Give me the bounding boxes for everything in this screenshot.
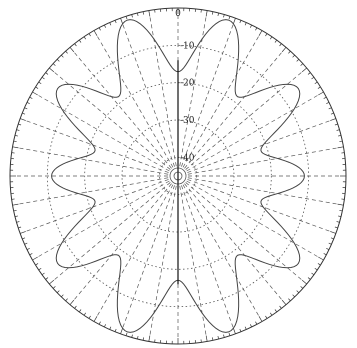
degree-tick xyxy=(89,34,91,37)
degree-tick xyxy=(270,313,272,315)
radial-tick-label: -30 xyxy=(180,116,195,126)
radial-tick-label: -20 xyxy=(180,78,195,89)
grid-spoke xyxy=(26,179,169,231)
degree-tick xyxy=(229,333,230,336)
degree-tick xyxy=(324,97,327,98)
degree-tick xyxy=(14,141,17,142)
degree-tick xyxy=(46,73,48,75)
degree-tick xyxy=(46,278,48,280)
degree-tick xyxy=(143,337,144,340)
degree-tick xyxy=(84,313,86,315)
degree-tick xyxy=(39,268,41,270)
degree-tick xyxy=(338,147,344,148)
degree-tick xyxy=(335,227,338,228)
degree-tick xyxy=(297,59,299,61)
degree-tick xyxy=(331,113,334,114)
degree-tick xyxy=(265,34,267,37)
degree-tick xyxy=(18,124,21,125)
grid-spoke xyxy=(187,121,330,173)
angle-label: 0 xyxy=(175,9,181,19)
degree-tick xyxy=(315,268,317,270)
grid-spoke xyxy=(38,95,170,171)
degree-tick xyxy=(33,257,38,260)
grid-spoke xyxy=(181,185,233,328)
degree-tick xyxy=(13,147,19,148)
degree-tick xyxy=(308,73,310,75)
degree-tick xyxy=(259,316,262,321)
degree-tick xyxy=(288,299,290,301)
degree-tick xyxy=(223,335,224,338)
degree-tick xyxy=(49,68,54,72)
degree-tick xyxy=(212,337,213,340)
degree-tick xyxy=(30,253,33,254)
degree-tick xyxy=(302,280,307,284)
degree-tick xyxy=(218,336,219,339)
degree-tick xyxy=(104,324,105,327)
degree-tick xyxy=(27,102,30,103)
degree-tick xyxy=(22,238,25,239)
degree-tick xyxy=(115,329,116,332)
degree-tick xyxy=(79,40,81,42)
degree-tick xyxy=(330,119,336,121)
degree-tick xyxy=(13,204,19,205)
degree-tick xyxy=(42,273,44,275)
grid-spoke xyxy=(123,24,175,167)
grid-spoke xyxy=(188,178,338,204)
degree-tick xyxy=(229,16,230,19)
degree-tick xyxy=(121,328,123,334)
degree-tick xyxy=(330,231,336,233)
degree-tick xyxy=(206,336,207,342)
degree-tick xyxy=(275,309,277,311)
degree-tick xyxy=(250,324,251,327)
degree-tick xyxy=(99,322,100,325)
degree-tick xyxy=(250,25,251,28)
degree-tick xyxy=(301,64,303,66)
degree-tick xyxy=(288,51,290,53)
grid-spoke xyxy=(38,181,170,257)
degree-tick xyxy=(259,31,262,36)
grid-spoke xyxy=(188,148,338,174)
degree-tick xyxy=(143,12,144,15)
degree-tick xyxy=(280,306,282,308)
degree-tick xyxy=(25,243,28,244)
degree-tick xyxy=(15,216,18,217)
degree-tick xyxy=(282,300,286,305)
degree-tick xyxy=(280,44,282,46)
degree-tick xyxy=(39,82,41,84)
degree-tick xyxy=(329,243,332,244)
degree-tick xyxy=(42,77,44,79)
degree-tick xyxy=(33,92,38,95)
degree-tick xyxy=(275,40,277,42)
degree-tick xyxy=(99,28,100,31)
grid-spoke xyxy=(74,184,172,300)
degree-tick xyxy=(240,329,241,332)
degree-tick xyxy=(293,295,295,297)
degree-tick xyxy=(339,141,342,142)
degree-tick xyxy=(36,263,39,265)
degree-tick xyxy=(75,44,77,46)
degree-tick xyxy=(293,55,295,57)
degree-tick xyxy=(245,23,246,26)
grid-spoke xyxy=(183,185,259,317)
degree-tick xyxy=(126,333,127,336)
grid-spoke xyxy=(123,185,175,328)
degree-tick xyxy=(338,135,341,136)
degree-tick xyxy=(338,204,344,205)
degree-tick xyxy=(326,102,329,103)
grid-spoke xyxy=(97,36,173,168)
grid-spoke xyxy=(97,185,173,317)
degree-tick xyxy=(115,20,116,23)
grid-spoke xyxy=(187,181,319,257)
degree-tick xyxy=(245,327,246,330)
degree-tick xyxy=(132,15,133,18)
degree-tick xyxy=(66,51,68,53)
degree-tick xyxy=(137,13,138,16)
radial-tick-label: -40 xyxy=(180,153,195,164)
degree-tick xyxy=(326,248,329,249)
degree-tick xyxy=(315,82,317,84)
degree-tick xyxy=(324,253,327,254)
grid-spoke xyxy=(184,52,282,168)
degree-tick xyxy=(311,273,313,275)
degree-tick xyxy=(22,113,25,114)
degree-tick xyxy=(27,248,30,249)
degree-tick xyxy=(25,108,28,109)
degree-tick xyxy=(338,216,341,217)
degree-tick xyxy=(70,300,74,305)
degree-tick xyxy=(110,327,111,330)
degree-tick xyxy=(66,299,68,301)
degree-tick xyxy=(110,23,111,26)
degree-tick xyxy=(89,316,91,319)
grid-spoke xyxy=(18,178,168,204)
degree-tick xyxy=(70,47,74,52)
degree-tick xyxy=(318,92,323,95)
degree-tick xyxy=(36,87,39,89)
degree-tick xyxy=(57,59,59,61)
degree-tick xyxy=(233,18,235,24)
degree-tick xyxy=(282,47,286,52)
degree-tick xyxy=(335,124,338,125)
degree-tick xyxy=(126,16,127,19)
degree-tick xyxy=(337,130,340,131)
degree-tick xyxy=(61,55,63,57)
grid-spoke xyxy=(183,36,259,168)
degree-tick xyxy=(308,278,310,280)
grid-spoke xyxy=(187,95,319,171)
degree-tick xyxy=(318,263,321,265)
degree-tick xyxy=(301,286,303,288)
degree-tick xyxy=(20,119,26,121)
degree-tick xyxy=(206,11,207,17)
degree-tick xyxy=(223,15,224,18)
degree-tick xyxy=(311,77,313,79)
degree-tick xyxy=(218,13,219,16)
degree-tick xyxy=(61,295,63,297)
degree-tick xyxy=(149,336,150,342)
grid-spoke xyxy=(187,179,330,231)
degree-tick xyxy=(20,231,26,233)
degree-tick xyxy=(94,31,97,36)
degree-tick xyxy=(302,68,307,72)
degree-tick xyxy=(297,291,299,293)
degree-tick xyxy=(17,130,20,131)
degree-tick xyxy=(318,87,321,89)
degree-tick xyxy=(15,135,18,136)
degree-tick xyxy=(84,37,86,39)
degree-tick xyxy=(53,64,55,66)
degree-tick xyxy=(331,238,334,239)
degree-tick xyxy=(121,18,123,24)
grid-spoke xyxy=(54,182,170,280)
grid-spoke xyxy=(74,52,172,168)
degree-tick xyxy=(53,286,55,288)
degree-tick xyxy=(337,221,340,222)
radial-tick-label: -10 xyxy=(180,41,195,52)
degree-tick xyxy=(17,221,20,222)
degree-tick xyxy=(255,322,256,325)
degree-tick xyxy=(94,316,97,321)
degree-tick xyxy=(137,336,138,339)
degree-tick xyxy=(18,227,21,228)
degree-tick xyxy=(270,37,272,39)
degree-tick xyxy=(104,25,105,28)
degree-tick xyxy=(75,306,77,308)
degree-tick xyxy=(30,97,33,98)
degree-tick xyxy=(79,309,81,311)
degree-tick xyxy=(212,12,213,15)
degree-tick xyxy=(240,20,241,23)
degree-tick xyxy=(339,210,342,211)
degree-tick xyxy=(318,257,323,260)
degree-tick xyxy=(265,316,267,319)
grid-spoke xyxy=(26,121,169,173)
degree-tick xyxy=(49,280,54,284)
degree-tick xyxy=(255,28,256,31)
degree-tick xyxy=(149,11,150,17)
degree-tick xyxy=(233,328,235,334)
grid-spoke xyxy=(18,148,168,174)
degree-tick xyxy=(329,108,332,109)
degree-tick xyxy=(14,210,17,211)
grid-spoke xyxy=(184,184,282,300)
degree-tick xyxy=(132,335,133,338)
degree-tick xyxy=(57,291,59,293)
